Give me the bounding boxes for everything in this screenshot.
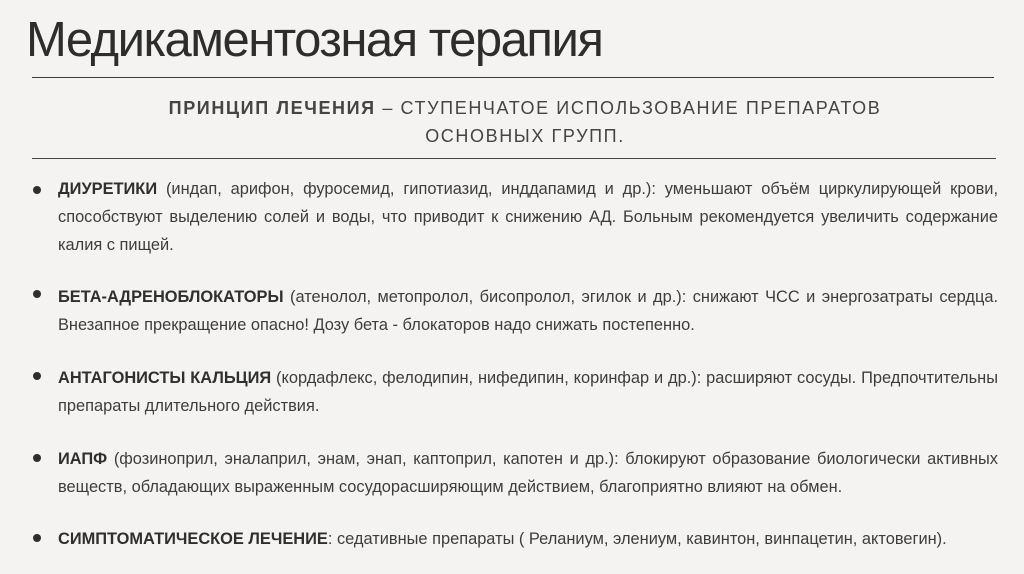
- item-term: ИАПФ: [58, 450, 108, 468]
- item-term: СИМПТОМАТИЧЕСКОЕ ЛЕЧЕНИЕ: [58, 530, 328, 548]
- list-item-calcium-antagonists: [58, 364, 998, 420]
- bullet-dot: [33, 186, 41, 194]
- slide-title: Медикаментозная терапия: [26, 13, 603, 67]
- section-divider: [32, 158, 996, 159]
- list-item-symptomatic: [58, 525, 998, 553]
- bullet-dot: [33, 372, 41, 380]
- title-divider: [32, 77, 994, 78]
- bullet-dot: [33, 534, 41, 542]
- item-text: (кордафлекс, фелодипин, нифедипин, коринфар и др.): расширяют сосуды. Предпочтительны препараты длительного действия.: [58, 369, 998, 415]
- principle-statement: [130, 94, 920, 150]
- item-term: БЕТА-АДРЕНОБЛОКАТОРЫ: [58, 288, 284, 306]
- principle-label: ПРИНЦИП ЛЕЧЕНИЯ: [168, 98, 376, 118]
- item-text: (индап, арифон, фуросемид, гипотиазид, инддапамид и др.): уменьшают объём циркулирующей крови, способствуют выделению солей и воды, что приводит к снижению АД. Больным рекомендуется увеличить содержание калия с пищей.: [58, 180, 998, 254]
- item-term: ДИУРЕТИКИ: [58, 180, 158, 198]
- item-text: (атенолол, метопролол, бисопролол, эгилок и др.): снижают ЧСС и энергозатраты сердца. Внезапное прекращение опасно! Дозу бета - блокаторов надо снижать постепенно.: [58, 288, 998, 334]
- item-term: АНТАГОНИСТЫ КАЛЬЦИЯ: [58, 369, 272, 387]
- bullet-dot: [33, 290, 41, 298]
- list-item-beta-blockers: [58, 283, 998, 339]
- list-item-ace-inhibitors: [58, 445, 998, 501]
- bullet-dot: [33, 454, 41, 462]
- principle-text: – СТУПЕНЧАТОЕ ИСПОЛЬЗОВАНИЕ ПРЕПАРАТОВ: [375, 98, 882, 118]
- item-text: (фозиноприл, эналаприл, энам, энап, каптоприл, капотен и др.): блокируют образование биологически активных веществ, обладающих выраженным сосудорасширяющим действием, благоприятно влияют на обмен.: [58, 450, 998, 496]
- item-text: : седативные препараты ( Реланиум, элениум, кавинтон, винпацетин, актовегин).: [327, 530, 947, 548]
- principle-text-line2: ОСНОВНЫХ ГРУПП.: [425, 126, 625, 146]
- list-item-diuretics: [58, 175, 998, 259]
